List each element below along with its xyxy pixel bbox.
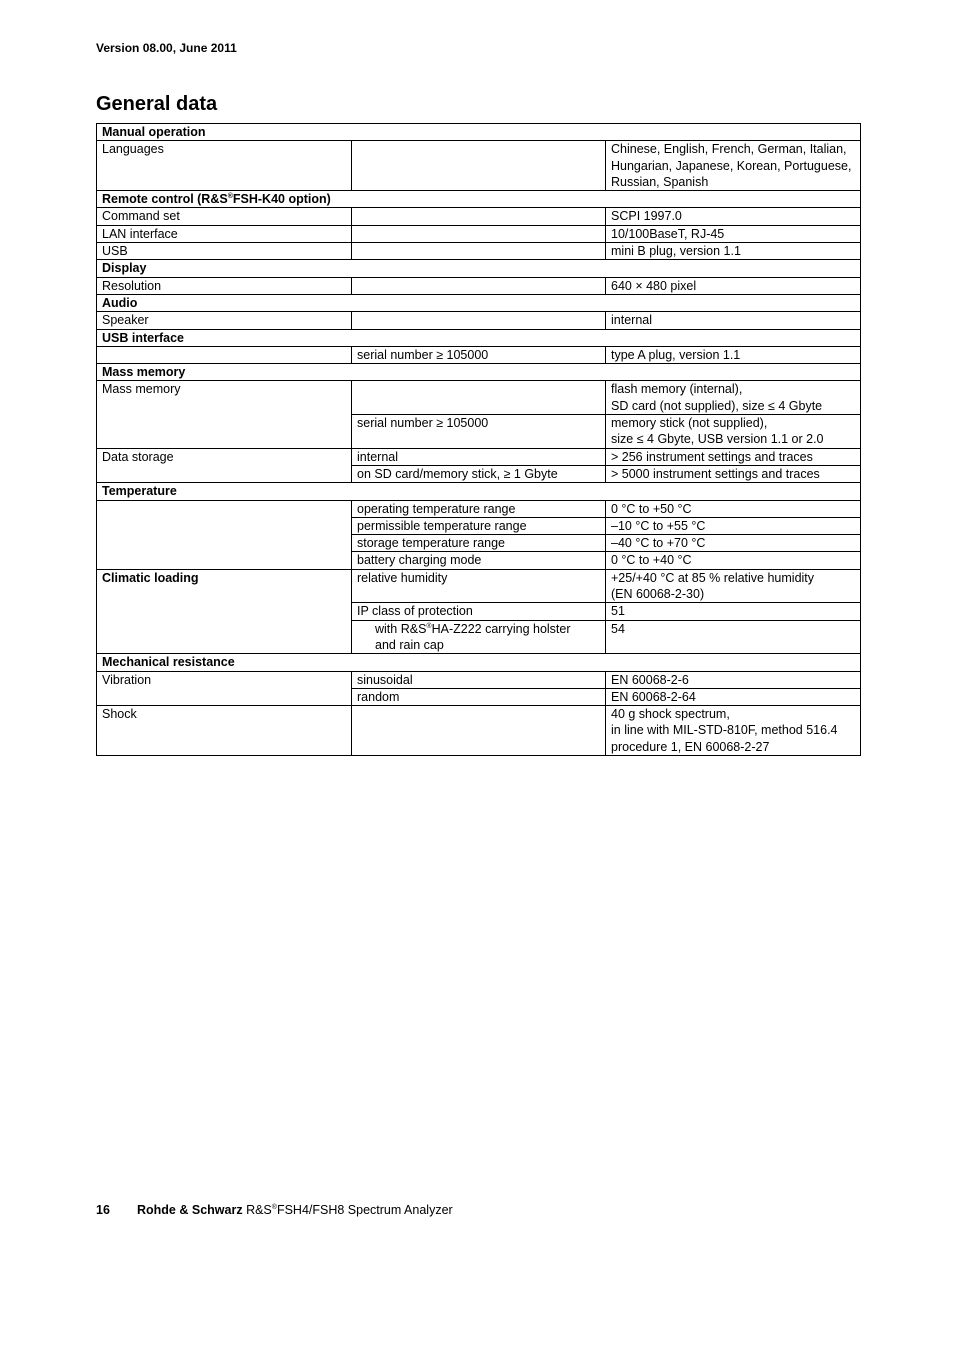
section-remote-control — [97, 191, 861, 208]
table-row — [97, 346, 861, 363]
condition-cell: on SD card/memory stick, ≥ 1 Gbyte — [352, 465, 606, 482]
param-label: Vibration — [97, 671, 352, 706]
value-cell: 10/100BaseT, RJ-45 — [606, 225, 861, 242]
condition-cell: sinusoidal — [352, 671, 606, 688]
section-row — [97, 364, 861, 381]
condition-cell — [352, 243, 606, 260]
condition-cell: operating temperature range — [352, 500, 606, 517]
page-footer — [96, 1203, 453, 1217]
value-cell: 640 × 480 pixel — [606, 277, 861, 294]
value-cell: –10 °C to +55 °C — [606, 517, 861, 534]
param-label: Data storage — [97, 448, 352, 483]
condition-cell: IP class of protection — [352, 603, 606, 620]
table-row — [97, 312, 861, 329]
param-label: Resolution — [97, 277, 352, 294]
value-line: flash memory (internal), — [611, 382, 743, 397]
section-mass-memory: Mass memory — [97, 364, 861, 381]
value-cell: 54 — [606, 620, 861, 654]
holster-line: and rain cap — [375, 637, 444, 652]
value-cell: SCPI 1997.0 — [606, 208, 861, 225]
condition-cell: storage temperature range — [352, 535, 606, 552]
param-label: Mass memory — [97, 381, 352, 448]
section-row — [97, 260, 861, 277]
value-cell: –40 °C to +70 °C — [606, 535, 861, 552]
table-row — [97, 225, 861, 242]
table-row — [97, 243, 861, 260]
condition-cell: battery charging mode — [352, 552, 606, 569]
section-mechanical-resistance: Mechanical resistance — [97, 654, 861, 671]
condition-cell — [352, 706, 606, 756]
section-temperature: Temperature — [97, 483, 861, 500]
value-cell: EN 60068-2-6 — [606, 671, 861, 688]
value-cell: 0 °C to +50 °C — [606, 500, 861, 517]
value-cell: Chinese, English, French, German, Italian, Hungarian, Japanese, Korean, Portuguese, Russian, Spanish — [606, 141, 861, 191]
table-row — [97, 141, 861, 191]
table-row — [97, 706, 861, 756]
value-cell: > 256 instrument settings and traces — [606, 448, 861, 465]
value-cell — [606, 415, 861, 449]
section-title-part: FSH-K40 option) — [232, 192, 331, 207]
condition-cell: serial number ≥ 105000 — [352, 415, 606, 449]
section-audio: Audio — [97, 294, 861, 311]
condition-cell: serial number ≥ 105000 — [352, 346, 606, 363]
value-line: (EN 60068-2-30) — [611, 587, 705, 602]
general-data-table — [96, 123, 861, 756]
page-number: 16 — [96, 1203, 110, 1217]
value-line: memory stick (not supplied), — [611, 416, 768, 431]
section-display: Display — [97, 260, 861, 277]
value-cell — [606, 569, 861, 603]
section-title-part: Remote control (R&S — [102, 192, 228, 207]
value-line: 40 g shock spectrum, — [611, 707, 730, 722]
section-row — [97, 124, 861, 141]
registered-mark: ® — [227, 193, 233, 201]
value-cell: type A plug, version 1.1 — [606, 346, 861, 363]
value-line: +25/+40 °C at 85 % relative humidity — [611, 570, 815, 585]
condition-cell — [352, 141, 606, 191]
param-label — [97, 500, 352, 569]
param-label: USB — [97, 243, 352, 260]
value-cell: 0 °C to +40 °C — [606, 552, 861, 569]
holster-text: with R&S — [375, 621, 427, 636]
value-cell: mini B plug, version 1.1 — [606, 243, 861, 260]
section-row — [97, 191, 861, 208]
param-label: LAN interface — [97, 225, 352, 242]
value-line: procedure 1, EN 60068-2-27 — [611, 739, 770, 754]
condition-cell — [352, 312, 606, 329]
value-line: size ≤ 4 Gbyte, USB version 1.1 or 2.0 — [611, 432, 824, 447]
condition-cell: random — [352, 688, 606, 705]
value-cell — [606, 381, 861, 415]
value-cell: 51 — [606, 603, 861, 620]
value-cell: > 5000 instrument settings and traces — [606, 465, 861, 482]
condition-cell — [352, 620, 606, 654]
table-row — [97, 448, 861, 465]
table-row — [97, 500, 861, 517]
table-row — [97, 381, 861, 415]
param-label: Command set — [97, 208, 352, 225]
table-row — [97, 277, 861, 294]
table-row — [97, 208, 861, 225]
holster-line — [357, 621, 600, 637]
condition-cell — [352, 208, 606, 225]
registered-mark: ® — [426, 622, 432, 630]
section-usb-interface: USB interface — [97, 329, 861, 346]
condition-cell: internal — [352, 448, 606, 465]
condition-cell: permissible temperature range — [352, 517, 606, 534]
registered-mark: ® — [271, 1204, 277, 1211]
page-title: General data — [96, 93, 218, 115]
version-header: Version 08.00, June 2011 — [96, 41, 237, 55]
condition-cell — [352, 225, 606, 242]
table-row — [97, 671, 861, 688]
param-label: Speaker — [97, 312, 352, 329]
param-label — [97, 346, 352, 363]
section-row — [97, 483, 861, 500]
param-label: Languages — [97, 141, 352, 191]
param-label: Shock — [97, 706, 352, 756]
condition-cell — [352, 381, 606, 415]
condition-cell — [352, 277, 606, 294]
product-prefix: R&S — [246, 1203, 272, 1217]
condition-cell: relative humidity — [352, 569, 606, 603]
value-cell: internal — [606, 312, 861, 329]
value-line: in line with MIL-STD-810F, method 516.4 — [611, 723, 838, 738]
value-cell: EN 60068-2-64 — [606, 688, 861, 705]
product-name: FSH4/FSH8 Spectrum Analyzer — [276, 1203, 453, 1217]
section-manual-operation: Manual operation — [97, 124, 861, 141]
value-cell — [606, 706, 861, 756]
section-row — [97, 294, 861, 311]
holster-text: HA-Z222 carrying holster — [431, 621, 571, 636]
section-climatic-loading: Climatic loading — [97, 569, 352, 653]
table-row — [97, 569, 861, 603]
section-row — [97, 654, 861, 671]
section-row — [97, 329, 861, 346]
company-name: Rohde & Schwarz — [137, 1203, 243, 1217]
value-line: SD card (not supplied), size ≤ 4 Gbyte — [611, 398, 823, 413]
